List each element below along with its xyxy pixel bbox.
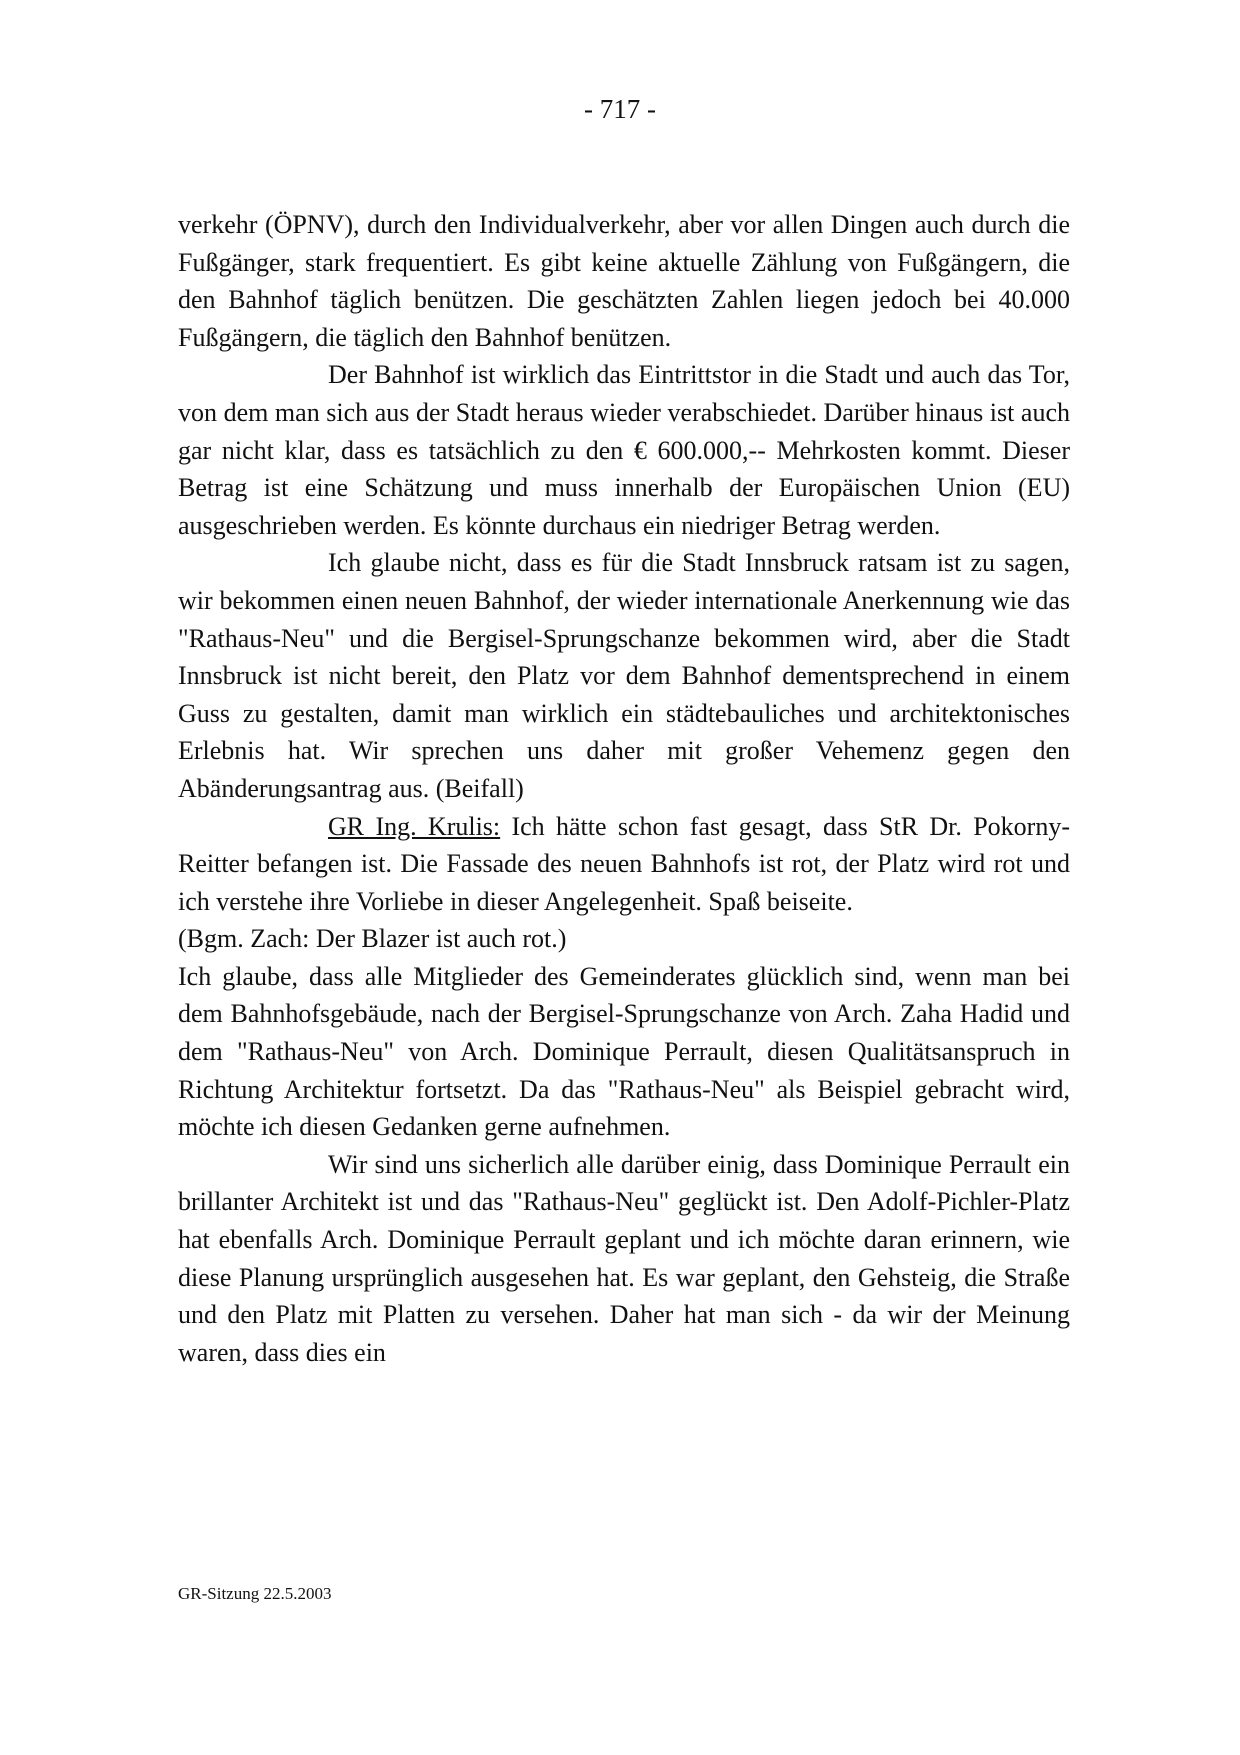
document-body	[178, 206, 1070, 1371]
speaker-statement: Ich hätte schon fast gesagt, dass StR Dr. Pokorny-Reitter befangen ist. Die Fassade des neuen Bahnhofs ist rot, der Platz wird rot und ich verstehe ihre Vorliebe in dieser Angelegenheit. Spaß beiseite.	[178, 811, 1070, 916]
paragraph-6: Ich glaube, dass alle Mitglieder des Gemeinderates glücklich sind, wenn man bei dem Bahnhofsgebäude, nach der Bergisel-Sprungschanze von Arch. Zaha Hadid und dem "Rathaus-Neu" von Arch. Dominique Perrault, diesen Qualitätsanspruch in Richtung Architektur fortsetzt. Da das "Rathaus-Neu" als Beispiel gebracht wird, möchte ich diesen Gedanken gerne aufnehmen.	[178, 961, 1070, 1142]
paragraph-1: verkehr (ÖPNV), durch den Individualverkehr, aber vor allen Dingen auch durch die Fußgänger, stark frequentiert. Es gibt keine aktuelle Zählung von Fußgängern, die den Bahnhof täglich benützen. Die geschätzten Zahlen liegen jedoch bei 40.000 Fußgängern, die täglich den Bahnhof benützen.	[178, 210, 1070, 352]
paragraph-2: Der Bahnhof ist wirklich das Eintrittstor in die Stadt und auch das Tor, von dem man sich aus der Stadt heraus wieder verabschiedet. Darüber hinaus ist auch gar nicht klar, dass es tatsächlich zu den € 600.000,-- Mehrkosten kommt. Dieser Betrag ist eine Schätzung und muss innerhalb der Europäischen Union (EU) ausgeschrieben werden. Es könnte durchaus ein niedriger Betrag werden.	[178, 360, 1070, 540]
paragraph-3: Ich glaube nicht, dass es für die Stadt Innsbruck ratsam ist zu sagen, wir bekommen einen neuen Bahnhof, der wieder internationale Anerkennung wie das "Rathaus-Neu" und die Bergisel-Sprungschanze bekommen wird, aber die Stadt Innsbruck ist nicht bereit, den Platz vor dem Bahnhof dementsprechend in einem Guss zu gestalten, damit man wirklich ein städtebauliches und architektonisches Erlebnis hat. Wir sprechen uns daher mit großer Vehemenz gegen den Abänderungsantrag aus. (Beifall)	[178, 548, 1070, 803]
speaker-name: GR Ing. Krulis:	[328, 811, 501, 841]
paragraph-7: Wir sind uns sicherlich alle darüber einig, dass Dominique Perrault ein brillanter Architekt ist und das "Rathaus-Neu" geglückt ist. Den Adolf-Pichler-Platz hat ebenfalls Arch. Dominique Perrault geplant und ich möchte daran erinnern, wie diese Planung ursprünglich ausgesehen hat. Es war geplant, den Gehsteig, die Straße und den Platz mit Platten zu versehen. Daher hat man sich - da wir der Meinung waren, dass dies ein	[178, 1149, 1070, 1367]
footer-session-date: GR-Sitzung 22.5.2003	[178, 1584, 332, 1603]
paragraph-4	[178, 808, 1070, 921]
interjection: (Bgm. Zach: Der Blazer ist auch rot.)	[178, 924, 567, 954]
page-number: - 717 -	[584, 94, 656, 124]
